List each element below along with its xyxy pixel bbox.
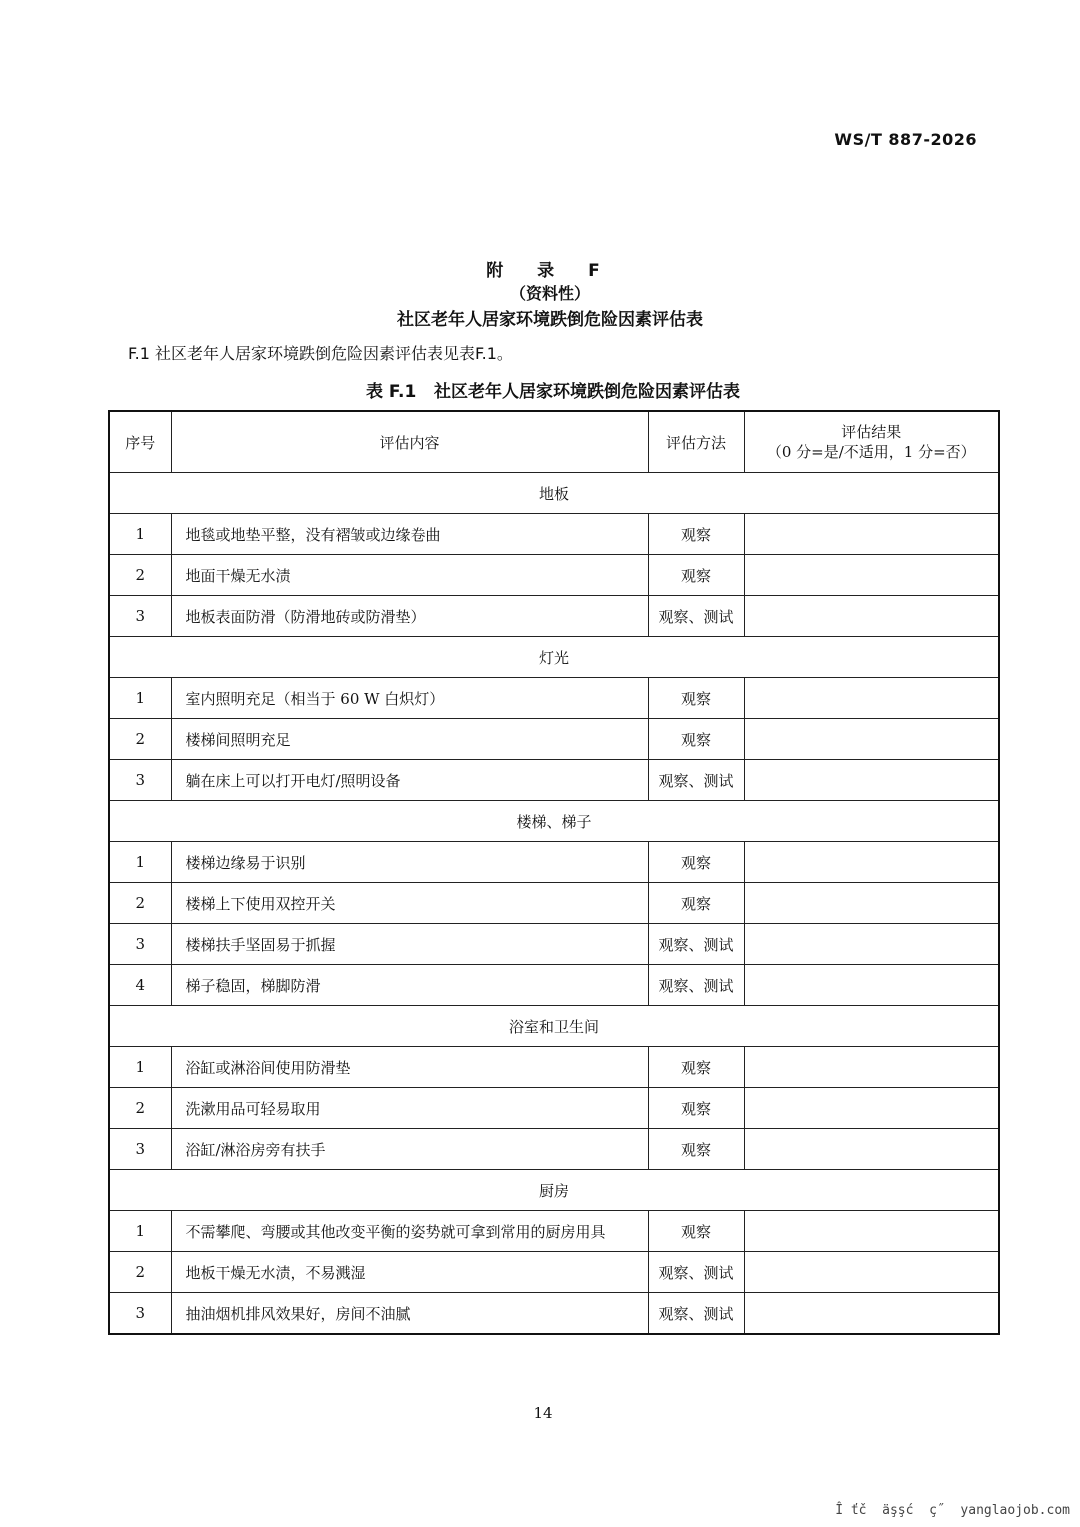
- table-row: [109, 514, 999, 555]
- page-number: 14: [533, 1404, 553, 1422]
- section-title: 浴室和卫生间: [109, 1006, 999, 1047]
- row-method: 观察、测试: [648, 1293, 744, 1335]
- row-content: 梯子稳固，梯脚防滑: [171, 965, 648, 1006]
- row-result-cell[interactable]: [744, 965, 999, 1006]
- row-result-cell[interactable]: [744, 1293, 999, 1335]
- row-content: 地板表面防滑（防滑地砖或防滑垫）: [171, 596, 648, 637]
- intro-paragraph: F.1 社区老年人居家环境跌倒危险因素评估表见表F.1。: [128, 344, 513, 363]
- row-content: 室内照明充足（相当于 60 W 白炽灯）: [171, 678, 648, 719]
- table-row: [109, 1047, 999, 1088]
- row-number: 2: [109, 1252, 171, 1293]
- row-number: 3: [109, 596, 171, 637]
- section-row: [109, 801, 999, 842]
- table-row: [109, 1252, 999, 1293]
- row-result-cell[interactable]: [744, 924, 999, 965]
- row-number: 1: [109, 514, 171, 555]
- row-number: 4: [109, 965, 171, 1006]
- row-result-cell[interactable]: [744, 1047, 999, 1088]
- row-result-cell[interactable]: [744, 1211, 999, 1252]
- row-content: 楼梯边缘易于识别: [171, 842, 648, 883]
- table-header-row: [109, 411, 999, 473]
- row-number: 2: [109, 555, 171, 596]
- row-number: 2: [109, 719, 171, 760]
- row-content: 不需攀爬、弯腰或其他改变平衡的姿势就可拿到常用的厨房用具: [171, 1211, 648, 1252]
- table-row: [109, 760, 999, 801]
- row-method: 观察、测试: [648, 760, 744, 801]
- header-no: 序号: [109, 411, 171, 473]
- table-row: [109, 678, 999, 719]
- row-method: 观察、测试: [648, 965, 744, 1006]
- table-row: [109, 555, 999, 596]
- table-row: [109, 965, 999, 1006]
- row-number: 3: [109, 1293, 171, 1335]
- row-number: 3: [109, 1129, 171, 1170]
- header-result-title: 评估结果: [841, 423, 902, 441]
- row-content: 楼梯间照明充足: [171, 719, 648, 760]
- row-method: 观察: [648, 719, 744, 760]
- section-title: 地板: [109, 473, 999, 514]
- row-result-cell[interactable]: [744, 678, 999, 719]
- row-result-cell[interactable]: [744, 1129, 999, 1170]
- row-method: 观察: [648, 555, 744, 596]
- table-row: [109, 1211, 999, 1252]
- section-row: [109, 1006, 999, 1047]
- section-row: [109, 1170, 999, 1211]
- row-method: 观察、测试: [648, 1252, 744, 1293]
- row-content: 地毯或地垫平整，没有褶皱或边缘卷曲: [171, 514, 648, 555]
- section-row: [109, 473, 999, 514]
- row-number: 1: [109, 1211, 171, 1252]
- section-row: [109, 637, 999, 678]
- table-row: [109, 1129, 999, 1170]
- table-row: [109, 883, 999, 924]
- row-method: 观察: [648, 883, 744, 924]
- row-number: 2: [109, 883, 171, 924]
- document-code: WS/T 887-2026: [834, 130, 977, 149]
- appendix-title: 社区老年人居家环境跌倒危险因素评估表: [397, 310, 703, 330]
- appendix-label: 附 录 F: [486, 261, 614, 281]
- row-method: 观察、测试: [648, 596, 744, 637]
- table-body: [109, 473, 999, 1335]
- table-row: [109, 1088, 999, 1129]
- row-content: 地面干燥无水渍: [171, 555, 648, 596]
- row-result-cell[interactable]: [744, 514, 999, 555]
- section-title: 厨房: [109, 1170, 999, 1211]
- row-number: 1: [109, 1047, 171, 1088]
- row-result-cell[interactable]: [744, 760, 999, 801]
- watermark-text: Î ťč äşşć ç˝ yanglaojob.com: [835, 1503, 1070, 1518]
- row-content: 洗漱用品可轻易取用: [171, 1088, 648, 1129]
- row-content: 躺在床上可以打开电灯/照明设备: [171, 760, 648, 801]
- row-number: 2: [109, 1088, 171, 1129]
- table-caption: 表 F.1 社区老年人居家环境跌倒危险因素评估表: [365, 382, 741, 402]
- header-method: 评估方法: [648, 411, 744, 473]
- row-result-cell[interactable]: [744, 883, 999, 924]
- row-content: 抽油烟机排风效果好，房间不油腻: [171, 1293, 648, 1335]
- row-method: 观察、测试: [648, 924, 744, 965]
- row-number: 1: [109, 678, 171, 719]
- table-row: [109, 719, 999, 760]
- table-row: [109, 924, 999, 965]
- row-content: 浴缸/淋浴房旁有扶手: [171, 1129, 648, 1170]
- row-method: 观察: [648, 514, 744, 555]
- header-result-scoring: （0 分=是/不适用，1 分=否）: [766, 443, 976, 461]
- row-result-cell[interactable]: [744, 842, 999, 883]
- row-method: 观察: [648, 1129, 744, 1170]
- assessment-table: [108, 410, 1000, 1335]
- row-method: 观察: [648, 678, 744, 719]
- row-result-cell[interactable]: [744, 555, 999, 596]
- section-title: 灯光: [109, 637, 999, 678]
- row-content: 地板干燥无水渍，不易溅湿: [171, 1252, 648, 1293]
- section-title: 楼梯、梯子: [109, 801, 999, 842]
- row-number: 1: [109, 842, 171, 883]
- row-method: 观察: [648, 1047, 744, 1088]
- row-content: 浴缸或淋浴间使用防滑垫: [171, 1047, 648, 1088]
- row-result-cell[interactable]: [744, 1252, 999, 1293]
- row-content: 楼梯上下使用双控开关: [171, 883, 648, 924]
- header-content: 评估内容: [171, 411, 648, 473]
- row-number: 3: [109, 924, 171, 965]
- table-row: [109, 1293, 999, 1335]
- appendix-nature: （资料性）: [509, 284, 590, 303]
- table-row: [109, 842, 999, 883]
- row-result-cell[interactable]: [744, 596, 999, 637]
- row-result-cell[interactable]: [744, 719, 999, 760]
- table-row: [109, 596, 999, 637]
- row-number: 3: [109, 760, 171, 801]
- row-method: 观察: [648, 842, 744, 883]
- row-content: 楼梯扶手坚固易于抓握: [171, 924, 648, 965]
- row-method: 观察: [648, 1211, 744, 1252]
- row-result-cell[interactable]: [744, 1088, 999, 1129]
- header-result: [744, 411, 999, 473]
- row-method: 观察: [648, 1088, 744, 1129]
